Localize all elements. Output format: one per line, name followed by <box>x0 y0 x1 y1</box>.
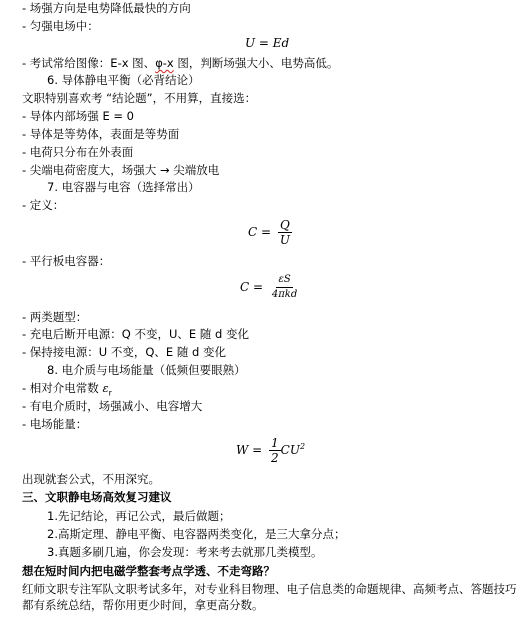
superscript: 2 <box>299 442 306 451</box>
formula-parallel-plate <box>240 273 299 302</box>
section-heading: 6. 导体静电平衡（必背结论） <box>47 73 200 87</box>
numerator: Q <box>280 218 290 232</box>
denominator: 2 <box>271 451 279 465</box>
text-line: - 导体是等势体，表面是等势面 <box>22 127 180 141</box>
fraction <box>269 436 281 465</box>
text-line: - 尖端电荷密度大，场强大 → 尖端放电 <box>22 163 220 177</box>
formula-rest: CU <box>280 443 300 457</box>
text-line: - 两类题型： <box>22 310 88 324</box>
text-segment: - 相对介电常数 <box>22 381 103 395</box>
text-line: - 电荷只分布在外表面 <box>22 145 134 159</box>
numerator: εS <box>276 273 292 288</box>
text-segment: - 考试常给图像：E-x 图、 <box>22 56 156 70</box>
fraction <box>278 218 292 247</box>
promo-paragraph: 红师文职专注军队文职考试多年，对专业科目物理、电子信息类的命题规律、高频考点、答题技巧都有系统总结，帮你用更少时间，拿更高分数。 <box>22 582 517 612</box>
text-line <box>22 55 338 71</box>
fraction <box>270 273 299 302</box>
subscript: r <box>108 388 112 398</box>
text-line: - 场强方向是电势降低最快的方向 <box>22 1 191 15</box>
list-item: 2.高斯定理、静电平衡、电容器两类变化，是三大拿分点； <box>47 527 346 541</box>
text-line: 文职特别喜欢考 “结论题”，不用算，直接选： <box>22 91 257 105</box>
promo-heading: 想在短时间内把电磁学整套考点学透、不走弯路？ <box>22 564 275 578</box>
formula-c-q-over-u <box>248 218 292 247</box>
text-line: - 导体内部场强 E = 0 <box>22 109 134 123</box>
text-line: - 平行板电容器： <box>22 254 111 268</box>
list-item: 3.真题多刷几遍，你会发现：考来考去就那几类模型。 <box>47 545 323 559</box>
section-title: 三、文职静电场高效复习建议 <box>22 490 172 504</box>
list-item: 1.先记结论，再记公式，最后做题； <box>47 509 231 523</box>
wavy-underlined-term: φ-x <box>155 56 174 70</box>
formula-lhs: W = <box>236 443 267 457</box>
formula-u-ed: U = Ed <box>245 36 290 50</box>
text-line: 出现就套公式，不用深究。 <box>22 472 160 486</box>
text-line: - 定义： <box>22 198 65 212</box>
section-heading: 8. 电介质与电场能量（低频但要眼熟） <box>47 363 246 377</box>
epsilon-symbol: ε <box>102 381 109 395</box>
denominator: 4πkd <box>271 289 298 300</box>
formula-lhs: C = <box>248 225 275 239</box>
text-line: - 保持接电源：U 不变，Q、E 随 d 变化 <box>22 345 226 359</box>
denominator: U <box>279 233 290 247</box>
formula-lhs: C = <box>240 280 267 294</box>
text-line: - 有电介质时，场强减小、电容增大 <box>22 399 203 413</box>
text-segment: 图，判断场强大小、电势高低。 <box>173 56 339 70</box>
text-line: - 电场能量： <box>22 417 88 431</box>
numerator: 1 <box>271 436 279 450</box>
formula-energy <box>236 436 305 465</box>
text-line: - 充电后断开电源：Q 不变，U、E 随 d 变化 <box>22 327 249 341</box>
text-line: - 匀强电场中： <box>22 19 99 33</box>
section-heading: 7. 电容器与电容（选择常出） <box>47 180 200 194</box>
